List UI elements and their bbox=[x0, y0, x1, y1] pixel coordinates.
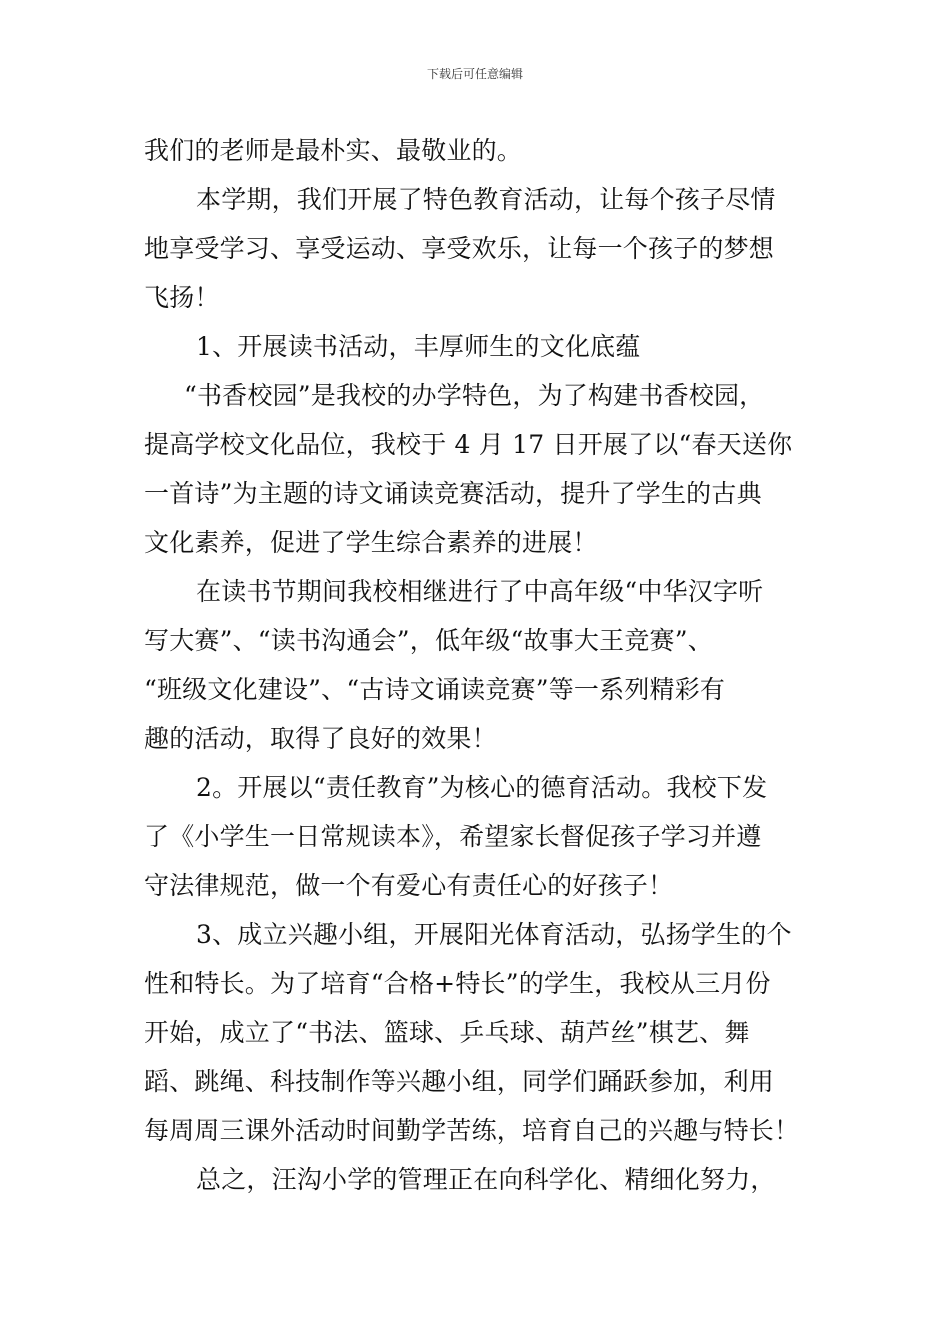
text-line: 每周周三课外活动时间勤学苦练，培育自己的兴趣与特长！ bbox=[144, 1116, 800, 1145]
text-line: 一首诗”为主题的诗文诵读竞赛活动，提升了学生的古典 bbox=[144, 479, 762, 508]
paragraph-first-line: “书香校园”是我校的办学特色，为了构建书香校园， bbox=[184, 381, 765, 410]
paragraph-first-line: 总之，汪沟小学的管理正在向科学化、精细化努力， bbox=[196, 1165, 776, 1194]
section-heading-3: 3、成立兴趣小组，开展阳光体育活动，弘扬学生的个 bbox=[196, 920, 792, 949]
text-line: 提高学校文化品位，我校于 4 月 17 日开展了以“春天送你 bbox=[144, 430, 793, 459]
text-line: 地享受学习、享受运动、享受欢乐，让每一个孩子的梦想 bbox=[144, 234, 775, 263]
section-heading-1: 1、开展读书活动，丰厚师生的文化底蕴 bbox=[196, 332, 641, 361]
text-line: 我们的老师是最朴实、最敬业的。 bbox=[144, 136, 523, 165]
section-heading-2: 2。开展以“责任教育”为核心的德育活动。我校下发 bbox=[196, 773, 768, 802]
text-line: 性和特长。为了培育“合格+特长”的学生，我校从三月份 bbox=[144, 969, 771, 998]
paragraph-first-line: 本学期，我们开展了特色教育活动，让每个孩子尽情 bbox=[196, 185, 776, 214]
text-line: 文化素养，促进了学生综合素养的进展！ bbox=[144, 528, 598, 557]
paragraph-first-line: 在读书节期间我校相继进行了中高年级“中华汉字听 bbox=[196, 577, 764, 606]
text-line: 守法律规范，做一个有爱心有责任心的好孩子！ bbox=[144, 871, 674, 900]
document-body bbox=[144, 126, 814, 1204]
text-line: “班级文化建设”、“古诗文诵读竞赛”等一系列精彩有 bbox=[144, 675, 726, 704]
text-line: 写大赛”、“读书沟通会”，低年级“故事大王竞赛”、 bbox=[144, 626, 713, 655]
text-line: 飞扬！ bbox=[144, 283, 220, 312]
page-header: 下载后可任意编辑 bbox=[426, 67, 523, 81]
text-line: 趣的活动，取得了良好的效果！ bbox=[144, 724, 497, 753]
text-line: 了《小学生一日常规读本》，希望家长督促孩子学习并遵 bbox=[144, 822, 762, 851]
text-line: 开始，成立了“书法、篮球、乒乓球、葫芦丝”棋艺、舞 bbox=[144, 1018, 750, 1047]
text-line: 蹈、跳绳、科技制作等兴趣小组，同学们踊跃参加，利用 bbox=[144, 1067, 775, 1096]
